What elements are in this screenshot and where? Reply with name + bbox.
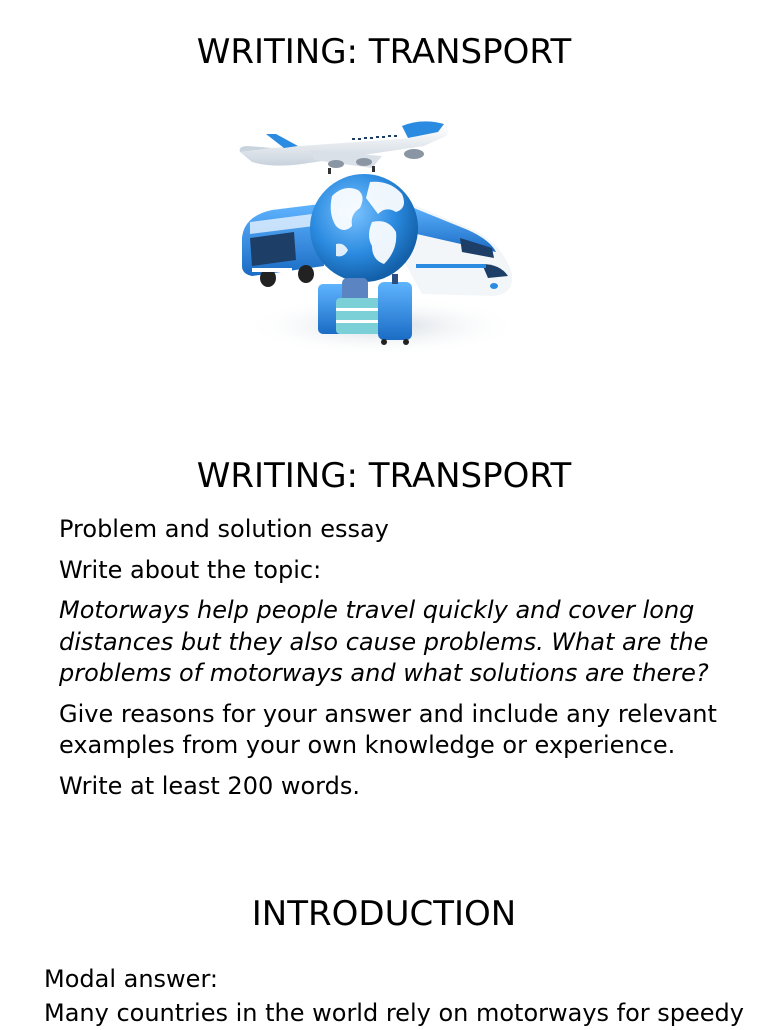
transport-illustration bbox=[232, 98, 522, 360]
instructions: Give reasons for your answer and include any relevant examples from your own knowledge or experience. bbox=[59, 699, 717, 759]
model-answer-label: Modal answer: bbox=[44, 965, 218, 993]
topic-intro: Write about the topic: bbox=[59, 555, 322, 584]
model-answer bbox=[44, 962, 744, 1030]
airplane-icon bbox=[240, 121, 449, 174]
slide-1-title: WRITING: TRANSPORT bbox=[196, 32, 572, 72]
globe-icon bbox=[310, 174, 418, 282]
essay-prompt bbox=[59, 514, 729, 811]
essay-type: Problem and solution essay bbox=[59, 515, 389, 543]
slide-3-title: INTRODUCTION bbox=[251, 894, 517, 934]
essay-question: Motorways help people travel quickly and cover long distances but they also cause problems. What are the problems of motorways and what solutions are there? bbox=[59, 596, 709, 687]
train-icon bbox=[402, 200, 512, 296]
word-count-requirement: Write at least 200 words. bbox=[59, 771, 360, 800]
model-answer-text: Many countries in the world rely on motorways for speedy bbox=[44, 999, 744, 1027]
slide-2-title: WRITING: TRANSPORT bbox=[196, 456, 572, 496]
